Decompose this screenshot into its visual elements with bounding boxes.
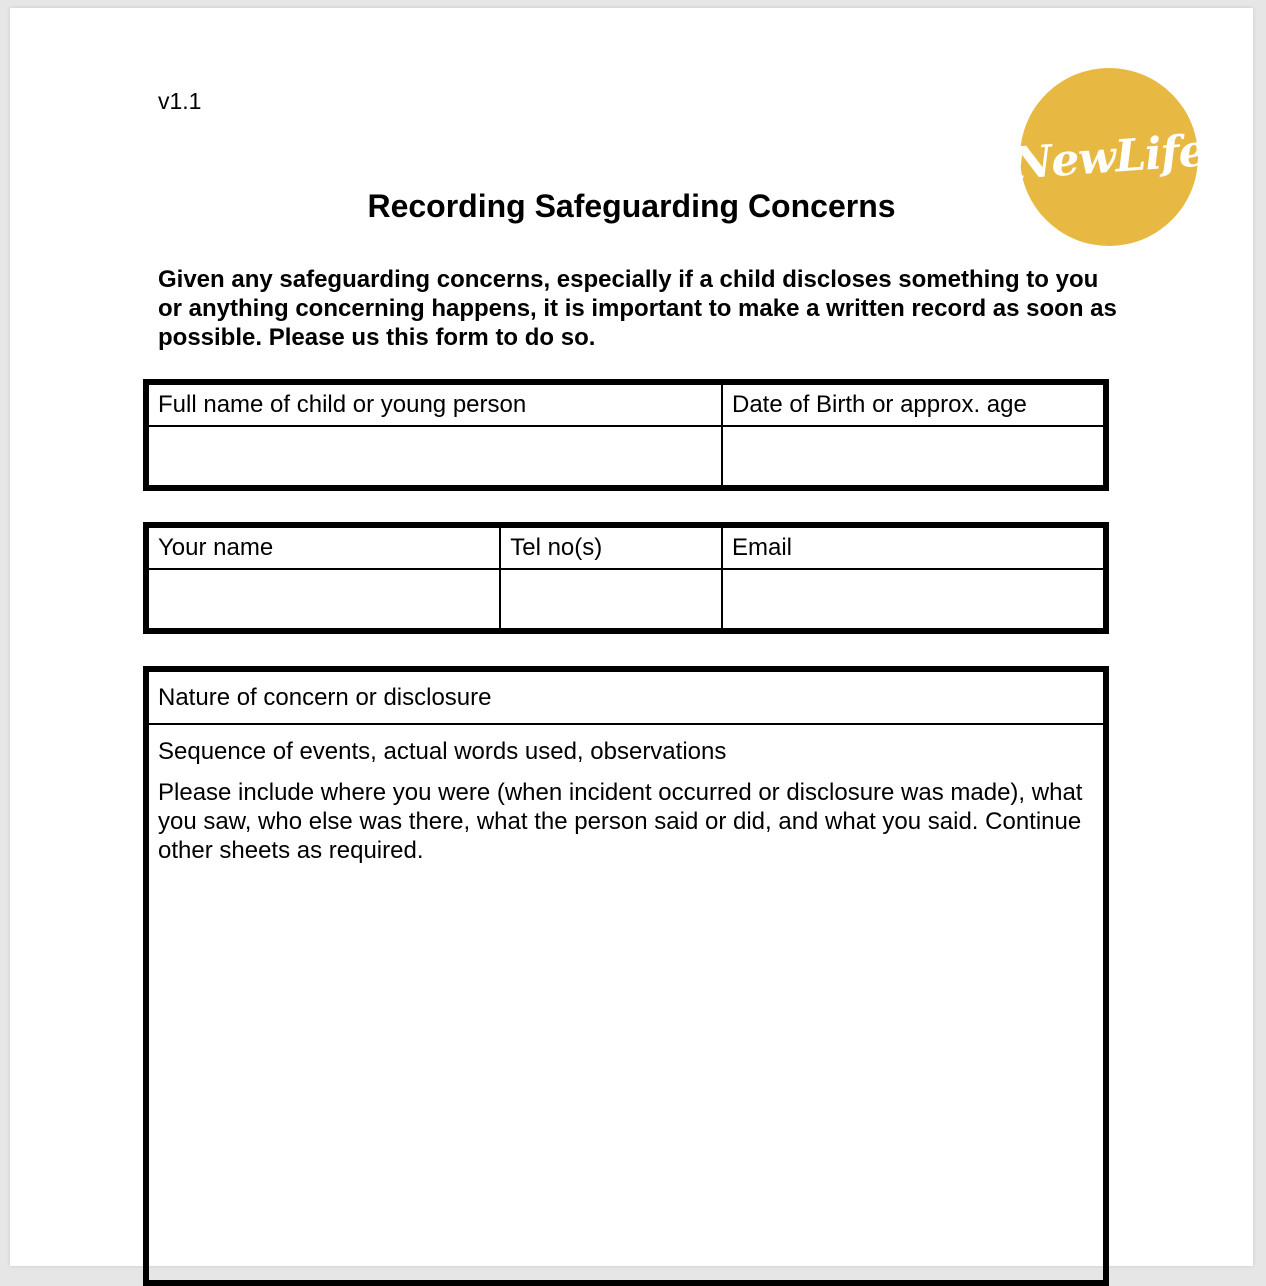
tel-label: Tel no(s) (500, 525, 722, 569)
concern-table (143, 666, 1109, 1286)
document-page (10, 8, 1253, 1266)
version-label: v1.1 (158, 88, 202, 114)
concern-instructions: Please include where you were (when incident occurred or disclosure was made), what you saw, who else was there, what the person said or did, and what you said. Continue other sheets as required. (158, 779, 1083, 864)
logo-text: NewLife (1010, 124, 1208, 190)
sequence-label: Sequence of events, actual words used, observations (158, 738, 727, 765)
nature-of-concern-label: Nature of concern or disclosure (146, 669, 1106, 724)
email-field[interactable] (722, 569, 1106, 631)
your-name-label: Your name (146, 525, 500, 569)
page-title: Recording Safeguarding Concerns (367, 188, 896, 224)
reporter-details-table (143, 522, 1109, 634)
tel-field[interactable] (500, 569, 722, 631)
full-name-label: Full name of child or young person (146, 382, 722, 426)
concern-details-field[interactable] (146, 724, 1106, 1283)
your-name-field[interactable] (146, 569, 500, 631)
full-name-field[interactable] (146, 426, 722, 488)
dob-label: Date of Birth or approx. age (722, 382, 1106, 426)
dob-field[interactable] (722, 426, 1106, 488)
email-label: Email (722, 525, 1106, 569)
child-details-table (143, 379, 1109, 491)
intro-paragraph: Given any safeguarding concerns, especially if a child discloses something to you or anything concerning happens, it is important to make a written record as soon as possible. Please us this form to do so. (158, 266, 1117, 351)
